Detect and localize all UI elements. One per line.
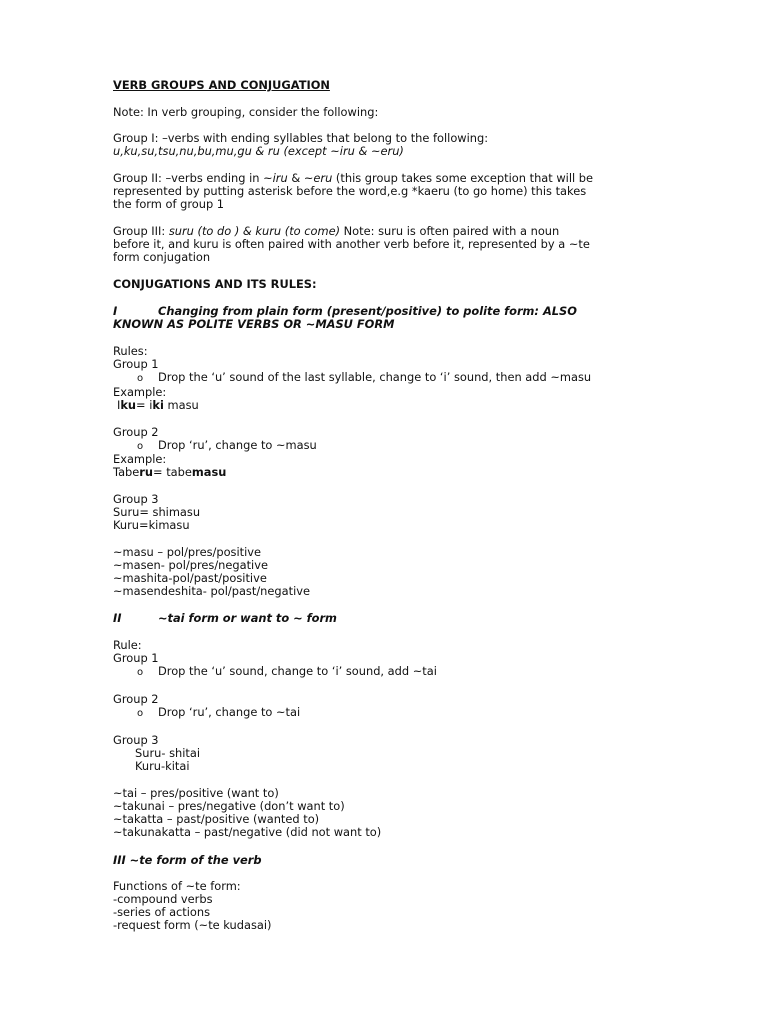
section1-example2-label: Example: bbox=[113, 452, 167, 466]
group1-line2: u,ku,su,tsu,nu,bu,mu,gu & ru (except ~iru & ~eru) bbox=[113, 144, 404, 158]
bullet-icon: o bbox=[137, 667, 144, 678]
group2-line3: the form of group 1 bbox=[113, 197, 225, 211]
section3-function-item: -compound verbs bbox=[113, 892, 213, 906]
section2-form: ~takatta – past/positive (wanted to) bbox=[113, 812, 320, 826]
section2-group1-label: Group 1 bbox=[113, 651, 159, 665]
section1-numeral: I bbox=[113, 304, 118, 318]
section1-form: ~mashita-pol/past/positive bbox=[113, 571, 267, 585]
section1-example-label: Example: bbox=[113, 385, 167, 399]
group3-line3: form conjugation bbox=[113, 250, 211, 264]
bullet-icon: o bbox=[137, 373, 144, 384]
section1-group1-rule: Drop the ‘u’ sound of the last syllable, change to ‘i’ sound, then add ~masu bbox=[158, 370, 592, 384]
section2-group2-label: Group 2 bbox=[113, 692, 159, 706]
section1-rules-label: Rules: bbox=[113, 344, 148, 358]
ex1-part-c: = i bbox=[136, 398, 153, 412]
section3-function-item: -series of actions bbox=[113, 905, 211, 919]
section3-function-item: -request form (~te kudasai) bbox=[113, 918, 272, 932]
ex2-part-b: ru bbox=[139, 465, 154, 479]
group1-line1: Group I: –verbs with ending syllables that belong to the following: bbox=[113, 131, 489, 145]
section2-group1-rule: Drop the ‘u’ sound, change to ‘i’ sound, add ~tai bbox=[158, 664, 437, 678]
section1-example1 bbox=[117, 399, 199, 412]
ex1-part-e: masu bbox=[163, 398, 199, 412]
section2-group3-line1: Suru- shitai bbox=[135, 746, 201, 760]
group2-lead: Group II: –verbs ending in bbox=[113, 171, 264, 185]
section1-group2-label: Group 2 bbox=[113, 425, 159, 439]
section1-form: ~masen- pol/pres/negative bbox=[113, 558, 268, 572]
ex1-part-a: I bbox=[117, 398, 121, 412]
document-title: VERB GROUPS AND CONJUGATION bbox=[113, 78, 330, 92]
section2-form: ~takunakatta – past/negative (did not want to) bbox=[113, 825, 382, 839]
bullet-icon: o bbox=[137, 708, 144, 719]
group2-eru: ~eru bbox=[303, 171, 333, 185]
section1-form: ~masendeshita- pol/past/negative bbox=[113, 584, 310, 598]
section3-title: III ~te form of the verb bbox=[113, 853, 262, 867]
conjugations-heading: CONJUGATIONS AND ITS RULES: bbox=[113, 277, 317, 291]
section2-rule-label: Rule: bbox=[113, 638, 142, 652]
group3-line2: before it, and kuru is often paired with another verb before it, represented by a ~te bbox=[113, 237, 590, 251]
section1-group3-line1: Suru= shimasu bbox=[113, 505, 201, 519]
group2-iru: ~iru bbox=[263, 171, 288, 185]
group3-rest: Note: suru is often paired with a noun bbox=[340, 224, 560, 238]
group3-lead: Group III: bbox=[113, 224, 169, 238]
section2-title: ~tai form or want to ~ form bbox=[158, 611, 337, 625]
section2-form: ~tai – pres/positive (want to) bbox=[113, 786, 279, 800]
group2-line2: represented by putting asterisk before the word,e.g *kaeru (to go home) this takes bbox=[113, 184, 587, 198]
ex2-part-c: = tabe bbox=[153, 465, 192, 479]
note-line: Note: In verb grouping, consider the following: bbox=[113, 105, 379, 119]
section2-numeral: II bbox=[113, 611, 122, 625]
section1-group2-rule: Drop ‘ru’, change to ~masu bbox=[158, 438, 317, 452]
section1-example2 bbox=[113, 466, 226, 479]
ex1-part-d: ki bbox=[152, 398, 164, 412]
section2-form: ~takunai – pres/negative (don’t want to) bbox=[113, 799, 345, 813]
bullet-icon: o bbox=[137, 441, 144, 452]
section3-functions-label: Functions of ~te form: bbox=[113, 879, 241, 893]
section2-title-line bbox=[113, 612, 337, 625]
ex2-part-a: Tabe bbox=[113, 465, 140, 479]
section2-group3-label: Group 3 bbox=[113, 733, 159, 747]
group2-rest: (this group takes some exception that will be bbox=[332, 171, 594, 185]
ex2-part-d: masu bbox=[191, 465, 227, 479]
section1-group3-line2: Kuru=kimasu bbox=[113, 518, 190, 532]
section1-form: ~masu – pol/pres/positive bbox=[113, 545, 262, 559]
section2-group3-line2: Kuru-kitai bbox=[135, 759, 190, 773]
ex1-part-b: ku bbox=[120, 398, 137, 412]
section1-group1-label: Group 1 bbox=[113, 357, 159, 371]
group3-verbs: suru (to do ) & kuru (to come) bbox=[168, 224, 341, 238]
section1-group3-label: Group 3 bbox=[113, 492, 159, 506]
section2-group2-rule: Drop ‘ru’, change to ~tai bbox=[158, 705, 301, 719]
group2-amp: & bbox=[287, 171, 304, 185]
section1-title-line2: KNOWN AS POLITE VERBS OR ~MASU FORM bbox=[113, 317, 395, 331]
section1-title: Changing from plain form (present/positive) to polite form: ALSO bbox=[158, 304, 577, 318]
